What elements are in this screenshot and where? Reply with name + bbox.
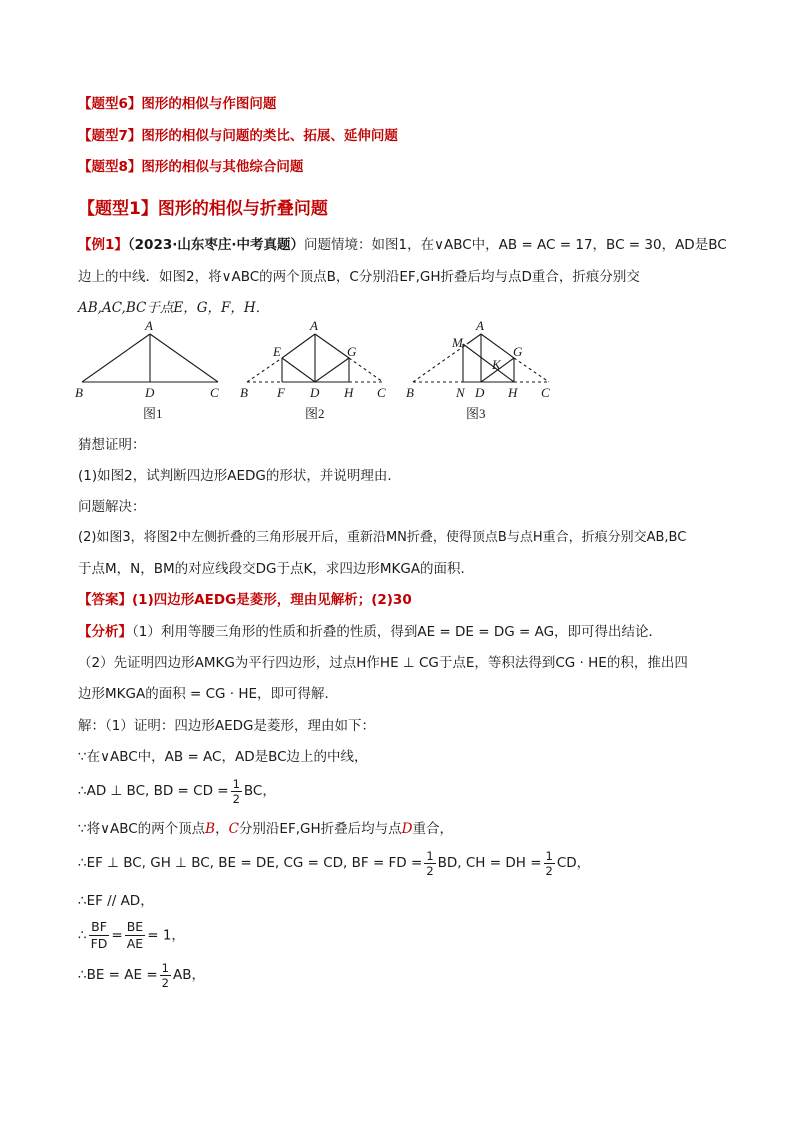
toc-tag: 【题型6】 bbox=[78, 96, 142, 112]
point-c: C bbox=[228, 821, 239, 837]
denominator: 2 bbox=[232, 791, 240, 806]
label-b: B bbox=[406, 385, 414, 400]
numerator: 1 bbox=[161, 960, 169, 975]
question-2-line-1: (2)如图3，将图2中左侧折叠的三角形展开后，重新沿MN折叠，使得顶点B与点H重合，折痕分别交AB,BC bbox=[78, 530, 687, 545]
fraction bbox=[125, 919, 145, 952]
sol4-c: ， bbox=[215, 821, 229, 837]
label-n: N bbox=[456, 385, 465, 400]
figure-1-labels bbox=[75, 318, 219, 421]
label-c: C bbox=[210, 385, 219, 400]
label-b: B bbox=[75, 385, 83, 400]
fraction bbox=[89, 919, 110, 952]
label-h: H bbox=[508, 385, 518, 400]
example-line-1 bbox=[78, 235, 727, 255]
label-k: K bbox=[492, 357, 501, 372]
solution-4 bbox=[78, 819, 453, 839]
example-tag: 【例1】 bbox=[78, 237, 128, 253]
answer bbox=[78, 590, 412, 610]
example-text: 问题情境：如图1，在∨ABC中，AB = AC = 17，BC = 30，AD是BC bbox=[304, 237, 727, 253]
fraction bbox=[544, 849, 555, 878]
solution-1: 解：（1）证明：四边形AEDG是菱形，理由如下： bbox=[78, 718, 375, 734]
solution-5 bbox=[78, 848, 590, 878]
fraction bbox=[231, 777, 242, 806]
answer-tag: 【答案】 bbox=[78, 592, 132, 608]
numerator: 1 bbox=[232, 776, 240, 791]
figure-3-caption: 图3 bbox=[466, 406, 486, 421]
point-b: B bbox=[205, 821, 216, 837]
denominator: 2 bbox=[161, 975, 169, 990]
solution-7 bbox=[78, 919, 185, 952]
question-1: (1)如图2，试判断四边形AEDG的形状，并说明理由． bbox=[78, 468, 401, 484]
denominator: 2 bbox=[545, 863, 553, 878]
figure-1 bbox=[82, 334, 218, 382]
label-m: M bbox=[452, 335, 463, 350]
label-d: D bbox=[145, 385, 155, 400]
analysis-text: （1）利用等腰三角形的性质和折叠的性质，得到AE = DE = DG = AG，即可得出结论． bbox=[132, 624, 663, 640]
solution-8 bbox=[78, 960, 205, 990]
sol4-e: 分别沿EF,GH折叠后均与点 bbox=[238, 821, 402, 837]
label-h: H bbox=[344, 385, 354, 400]
figure-2-caption: 图2 bbox=[305, 406, 325, 421]
figures bbox=[0, 318, 794, 428]
section-title: 【题型1】图形的相似与折叠问题 bbox=[78, 199, 328, 219]
numerator: BF bbox=[89, 919, 110, 936]
label-f: F bbox=[277, 385, 285, 400]
denominator: AE bbox=[126, 936, 144, 951]
label-a: A bbox=[476, 318, 484, 333]
sol8-pre: ∴BE = AE = bbox=[78, 967, 158, 983]
point-d: D bbox=[401, 821, 413, 837]
label-c: C bbox=[541, 385, 550, 400]
solution-6: ∴EF // AD， bbox=[78, 893, 154, 909]
analysis-2a: （2）先证明四边形AMKG为平行四边形，过点H作HE ⊥ CG于点E，等积法得到CG · HE的积，推出四 bbox=[78, 655, 688, 671]
figure-3 bbox=[413, 334, 549, 382]
figure-1-caption: 图1 bbox=[143, 406, 163, 421]
solve-heading: 问题解决： bbox=[78, 499, 146, 515]
toc-text: 图形的相似与作图问题 bbox=[141, 96, 277, 112]
toc-text: 图形的相似与问题的类比、拓展、延伸问题 bbox=[141, 128, 398, 144]
fraction bbox=[160, 961, 171, 990]
sol7-post: = 1， bbox=[147, 927, 185, 944]
figure-2 bbox=[247, 334, 383, 382]
toc-item-6 bbox=[78, 94, 276, 114]
figure-3-labels bbox=[406, 318, 550, 421]
sol5-mid: BD, CH = DH = bbox=[437, 855, 542, 871]
label-d: D bbox=[310, 385, 320, 400]
label-d: D bbox=[475, 385, 485, 400]
sol5-post: CD， bbox=[556, 855, 591, 871]
sol4-a: ∵将∨ABC的两个顶点 bbox=[78, 821, 206, 837]
toc-tag: 【题型8】 bbox=[78, 159, 142, 175]
sol3-post: BC， bbox=[243, 783, 276, 799]
sol3-pre: ∴AD ⊥ BC, BD = CD = bbox=[78, 783, 229, 799]
solution-3 bbox=[78, 776, 276, 806]
example-line-3: AB,AC,BC于点E，G，F，H． bbox=[78, 300, 270, 316]
example-source: （2023·山东枣庄·中考真题） bbox=[127, 237, 304, 253]
numerator: BE bbox=[126, 919, 144, 934]
toc-item-8 bbox=[78, 157, 303, 177]
guess-heading: 猜想证明： bbox=[78, 437, 146, 453]
sol7-pre: ∴ bbox=[78, 927, 87, 944]
toc-item-7 bbox=[78, 126, 398, 146]
analysis-2b: 边形MKGA的面积 = CG · HE，即可得解． bbox=[78, 686, 339, 702]
question-2-line-2: 于点M，N，BM的对应线段交DG于点K，求四边形MKGA的面积． bbox=[78, 561, 475, 577]
analysis-1 bbox=[78, 622, 662, 642]
toc-tag: 【题型7】 bbox=[78, 128, 142, 144]
sol5-pre: ∴EF ⊥ BC, GH ⊥ BC, BE = DE, CG = CD, BF = FD = bbox=[78, 855, 423, 871]
denominator: FD bbox=[90, 936, 108, 951]
solution-2: ∵在∨ABC中，AB = AC，AD是BC边上的中线， bbox=[78, 749, 368, 765]
toc-text: 图形的相似与其他综合问题 bbox=[141, 159, 304, 175]
analysis-tag: 【分析】 bbox=[78, 624, 132, 640]
sol4-g: 重合， bbox=[412, 821, 453, 837]
label-g: G bbox=[347, 344, 357, 359]
label-a: A bbox=[310, 318, 318, 333]
fraction bbox=[424, 849, 435, 878]
denominator: 2 bbox=[426, 863, 434, 878]
example-line-2: 边上的中线．如图2，将∨ABC的两个顶点B，C分别沿EF,GH折叠后均与点D重合，折痕分别交 bbox=[78, 269, 640, 285]
label-b: B bbox=[240, 385, 248, 400]
label-e: E bbox=[273, 344, 281, 359]
sol7-eq: = bbox=[111, 927, 123, 944]
numerator: 1 bbox=[545, 848, 553, 863]
figure-2-labels bbox=[240, 318, 386, 421]
label-g: G bbox=[513, 344, 523, 359]
numerator: 1 bbox=[426, 848, 434, 863]
answer-text: (1)四边形AEDG是菱形，理由见解析；(2)30 bbox=[132, 592, 412, 608]
label-c: C bbox=[377, 385, 386, 400]
sol8-post: AB， bbox=[172, 967, 205, 983]
label-a: A bbox=[145, 318, 153, 333]
